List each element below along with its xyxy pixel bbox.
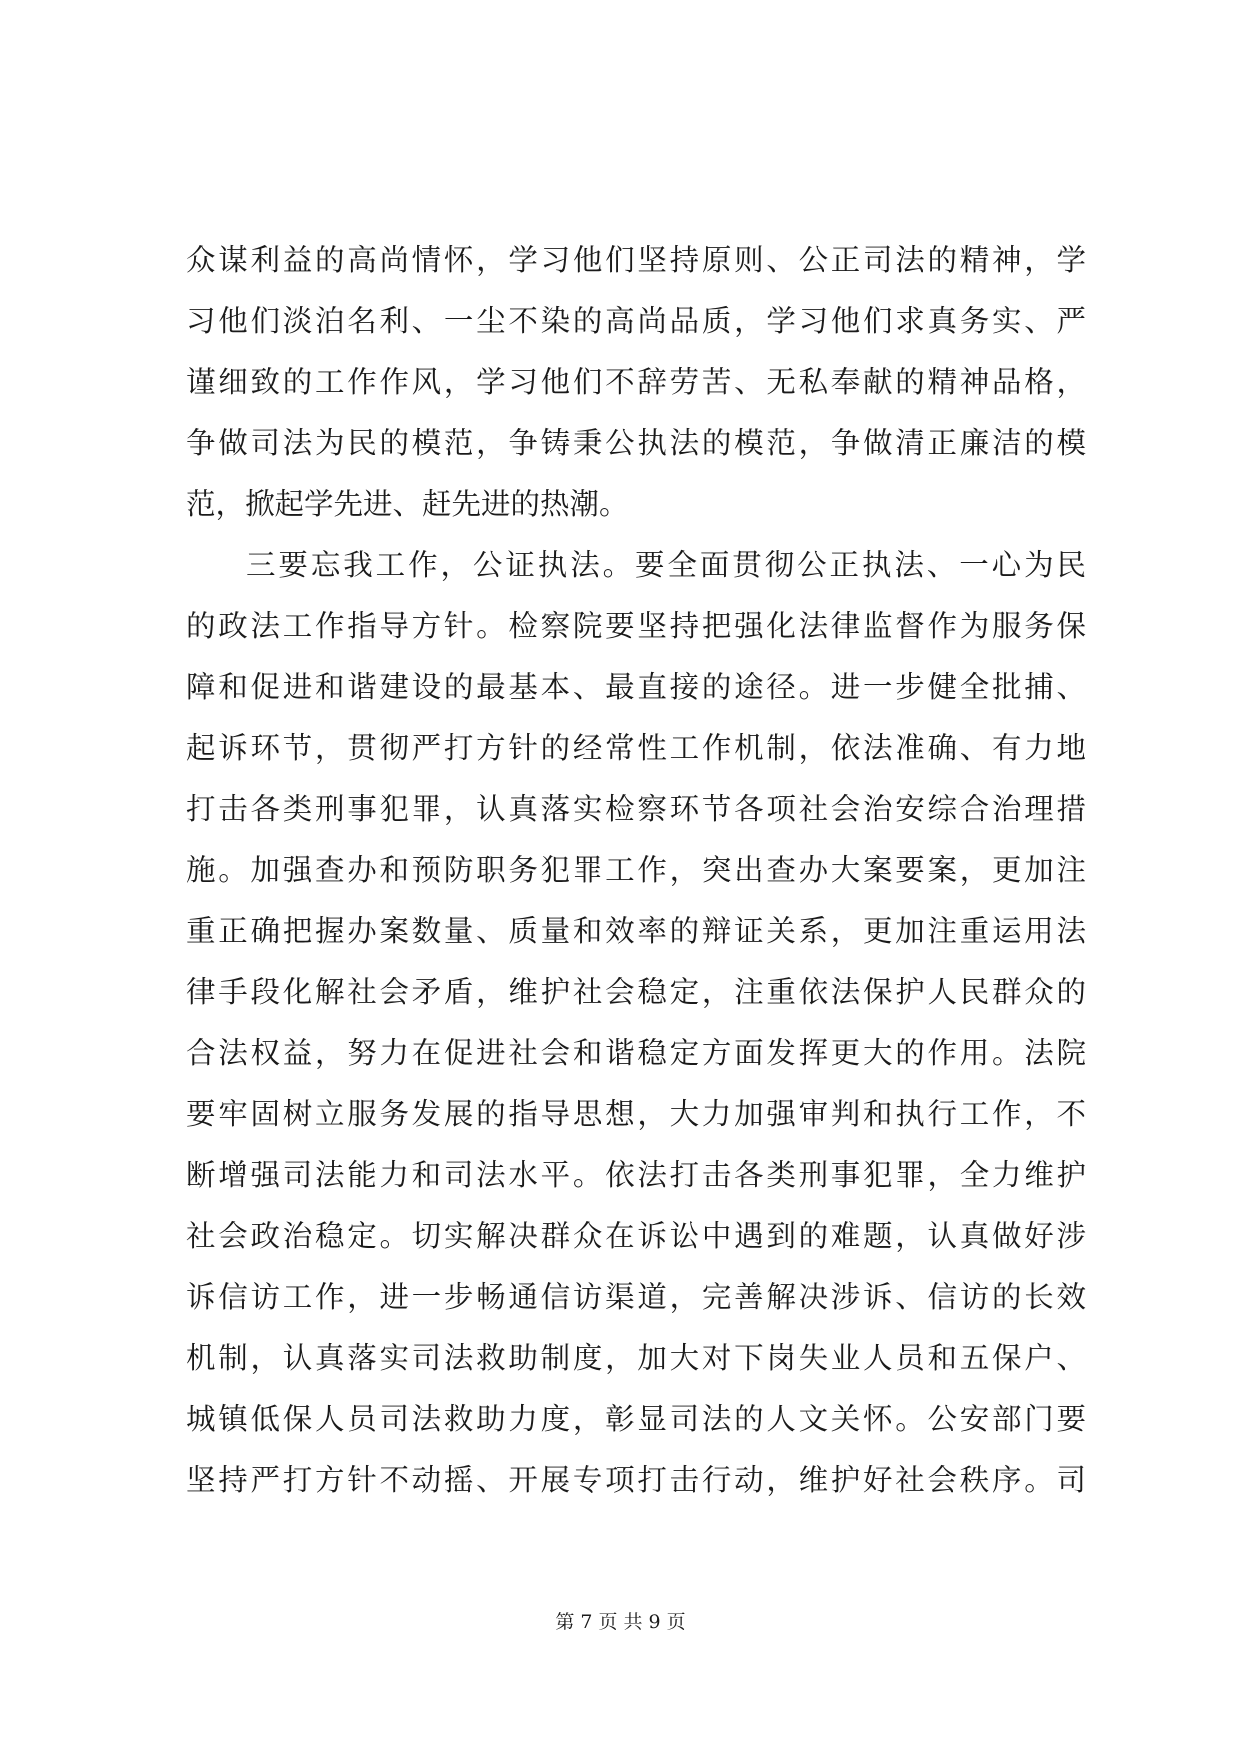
page-number-footer: 第 7 页 共 9 页 bbox=[555, 1611, 686, 1633]
text-line: 城镇低保人员司法救助力度，彰显司法的人文关怀。公安部门要 bbox=[186, 1402, 1086, 1436]
text-line: 打击各类刑事犯罪，认真落实检察环节各项社会治安综合治理措 bbox=[186, 792, 1086, 826]
text-line: 诉信访工作，进一步畅通信访渠道，完善解决涉诉、信访的长效 bbox=[186, 1280, 1086, 1314]
text-line: 众谋利益的高尚情怀，学习他们坚持原则、公正司法的精神，学 bbox=[186, 243, 1086, 277]
text-line: 重正确把握办案数量、质量和效率的辩证关系，更加注重运用法 bbox=[186, 914, 1086, 948]
text-line: 断增强司法能力和司法水平。依法打击各类刑事犯罪，全力维护 bbox=[186, 1158, 1086, 1192]
text-line: 要牢固树立服务发展的指导思想，大力加强审判和执行工作，不 bbox=[186, 1097, 1086, 1131]
body-text bbox=[186, 230, 1086, 1511]
text-line: 障和促进和谐建设的最基本、最直接的途径。进一步健全批捕、 bbox=[186, 670, 1086, 704]
text-line: 合法权益，努力在促进社会和谐稳定方面发挥更大的作用。法院 bbox=[186, 1036, 1086, 1070]
text-line: 机制，认真落实司法救助制度，加大对下岗失业人员和五保户、 bbox=[186, 1341, 1086, 1375]
text-line: 起诉环节，贯彻严打方针的经常性工作机制，依法准确、有力地 bbox=[186, 731, 1086, 765]
text-line: 的政法工作指导方针。检察院要坚持把强化法律监督作为服务保 bbox=[186, 609, 1086, 643]
text-line: 三要忘我工作，公证执法。要全面贯彻公正执法、一心为民 bbox=[246, 548, 1086, 582]
text-line: 习他们淡泊名利、一尘不染的高尚品质，学习他们求真务实、严 bbox=[186, 304, 1086, 338]
text-line: 范，掀起学先进、赶先进的热潮。 bbox=[186, 487, 629, 521]
text-line: 社会政治稳定。切实解决群众在诉讼中遇到的难题，认真做好涉 bbox=[186, 1219, 1086, 1253]
text-line: 争做司法为民的模范，争铸秉公执法的模范，争做清正廉洁的模 bbox=[186, 426, 1086, 460]
text-line: 谨细致的工作作风，学习他们不辞劳苦、无私奉献的精神品格， bbox=[186, 365, 1086, 399]
text-line: 施。加强查办和预防职务犯罪工作，突出查办大案要案，更加注 bbox=[186, 853, 1086, 887]
text-line: 律手段化解社会矛盾，维护社会稳定，注重依法保护人民群众的 bbox=[186, 975, 1086, 1009]
text-line: 坚持严打方针不动摇、开展专项打击行动，维护好社会秩序。司 bbox=[186, 1463, 1086, 1497]
